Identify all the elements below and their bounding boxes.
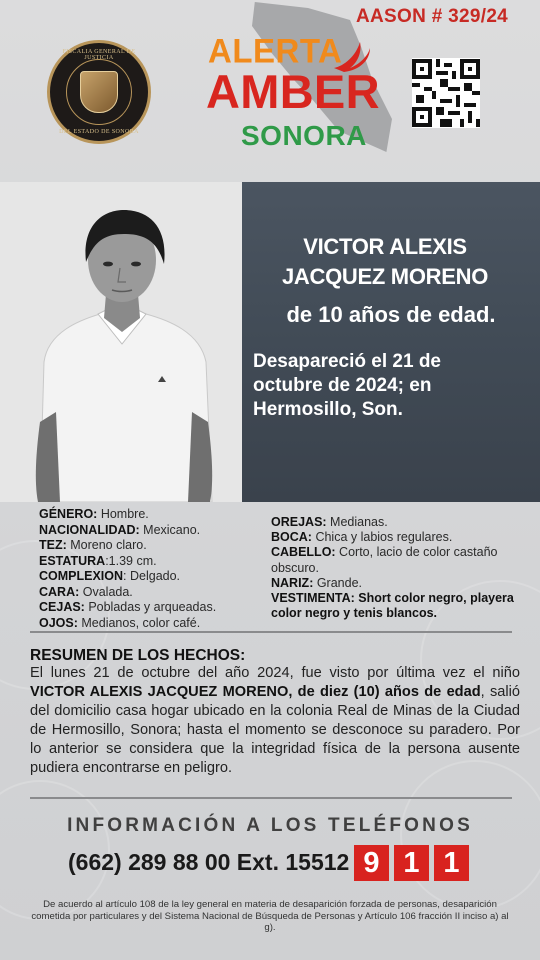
descriptor-value: Hombre. <box>97 507 149 521</box>
descriptor-value: Medianos, color café. <box>77 615 201 630</box>
person-name <box>254 232 516 292</box>
logo-alerta-text: ALERTA <box>208 31 343 70</box>
descriptor-label: ESTATURA <box>39 553 106 568</box>
descriptor-nariz <box>271 576 533 591</box>
descriptor-value: Ovalada. <box>79 584 133 599</box>
descriptor-nacionalidad <box>39 523 269 539</box>
descriptor-value: Corto, lacio de color castaño obscuro. <box>271 545 498 575</box>
emergency-digit: 1 <box>394 845 429 881</box>
divider <box>30 797 512 799</box>
descriptor-label: VESTIMENTA: <box>271 591 355 606</box>
descriptor-value: : Delgado. <box>123 569 181 583</box>
descriptor-estatura <box>39 554 269 570</box>
case-number: AASON # 329/24 <box>356 6 509 27</box>
descriptor-label: CEJAS: <box>39 600 85 614</box>
descriptor-orejas <box>271 515 533 530</box>
descriptor-value: Medianas. <box>326 515 388 529</box>
descriptor-tez <box>39 538 269 554</box>
logo-amber-text: AMBER <box>206 65 380 118</box>
descriptor-label: CARA: <box>39 584 80 599</box>
disappearance-info <box>253 350 533 422</box>
missing-person-info-panel <box>242 182 540 502</box>
descriptor-label: BOCA: <box>271 530 312 545</box>
descriptor-label: NACIONALIDAD: <box>39 522 140 537</box>
seal-bottom-text: DEL ESTADO DE SONORA <box>59 129 139 135</box>
descriptor-label: TEZ: <box>39 538 67 552</box>
descriptor-value: Short color negro, playera color negro y tenis blancos. <box>271 591 514 621</box>
descriptor-value: Pobladas y arqueadas. <box>84 600 217 614</box>
missing-person-photo <box>0 182 242 502</box>
descriptor-vestimenta <box>271 591 533 621</box>
descriptor-genero <box>39 507 269 523</box>
summary-body <box>30 664 520 778</box>
emergency-digit: 9 <box>354 845 389 881</box>
descriptor-value: Chica y labios regulares. <box>311 530 453 545</box>
descriptor-complexion <box>39 569 269 585</box>
summary-part-2: VICTOR ALEXIS JACQUEZ MORENO, de diez (10) años de edad <box>30 684 481 700</box>
emergency-digit: 1 <box>434 845 469 881</box>
physical-descriptors-left <box>39 507 269 631</box>
descriptor-label: GÉNERO: <box>39 507 98 521</box>
summary-part-3: , salió del domicilio casa hogar ubicado en la colonia Real de Minas de la Ciudad de Hermosillo, Sonora; hasta el momento se desconoce su paradero. Por lo anterior se considera que la integridad física de la persona ausente pudiera encontrarse en peligro. <box>30 684 520 776</box>
legal-footer-note: De acuerdo al artículo 108 de la ley general en materia de desaparición forzada de personas, desaparición cometida por particulares y del Sistema Nacional de Búsqueda de Personas y Artículo 106 fracción II inciso a) al g). <box>31 899 509 934</box>
descriptor-label: NARIZ: <box>271 575 314 590</box>
descriptor-value: Mexicano. <box>139 522 201 537</box>
name-line-1: VICTOR ALEXIS <box>303 234 467 259</box>
descriptor-value: Grande. <box>313 575 362 590</box>
person-age: de 10 años de edad. <box>286 302 496 327</box>
contact-title: INFORMACIÓN A LOS TELÉFONOS <box>67 815 473 836</box>
descriptor-cejas <box>39 600 269 616</box>
descriptor-value: :1.39 cm. <box>105 553 157 568</box>
phone-number[interactable]: (662) 289 88 00 Ext. 15512 <box>68 849 350 875</box>
descriptor-cara <box>39 585 269 601</box>
divider <box>30 631 512 633</box>
fiscalia-seal-logo <box>47 40 151 144</box>
shield-icon <box>80 71 118 113</box>
header <box>0 0 540 182</box>
disappeared-line-2: octubre de 2024; en <box>253 375 432 396</box>
descriptor-label: OREJAS: <box>271 515 327 529</box>
disappeared-line-1: Desapareció el 21 de <box>253 351 441 372</box>
person-portrait-image <box>0 182 242 502</box>
summary-part-1: El lunes 21 de octubre del año 2024, fue visto por última vez el niño <box>30 665 520 681</box>
physical-descriptors-right <box>271 515 533 621</box>
descriptor-label: COMPLEXION <box>39 569 124 583</box>
descriptor-value: Moreno claro. <box>66 538 147 552</box>
seal-top-text: FISCALIA GENERAL DE JUSTICIA <box>62 49 136 61</box>
descriptor-label: CABELLO: <box>271 545 336 560</box>
descriptor-boca <box>271 530 533 545</box>
descriptor-label: OJOS: <box>39 615 78 630</box>
disappeared-line-3: Hermosillo, Son. <box>253 399 403 420</box>
summary-title: RESUMEN DE LOS HECHOS: <box>30 647 246 664</box>
qr-code-icon[interactable] <box>412 58 480 128</box>
descriptor-cabello <box>271 545 533 575</box>
name-line-2: JACQUEZ MORENO <box>281 264 489 289</box>
descriptor-ojos <box>39 616 269 632</box>
logo-sonora-text: SONORA <box>241 120 367 151</box>
